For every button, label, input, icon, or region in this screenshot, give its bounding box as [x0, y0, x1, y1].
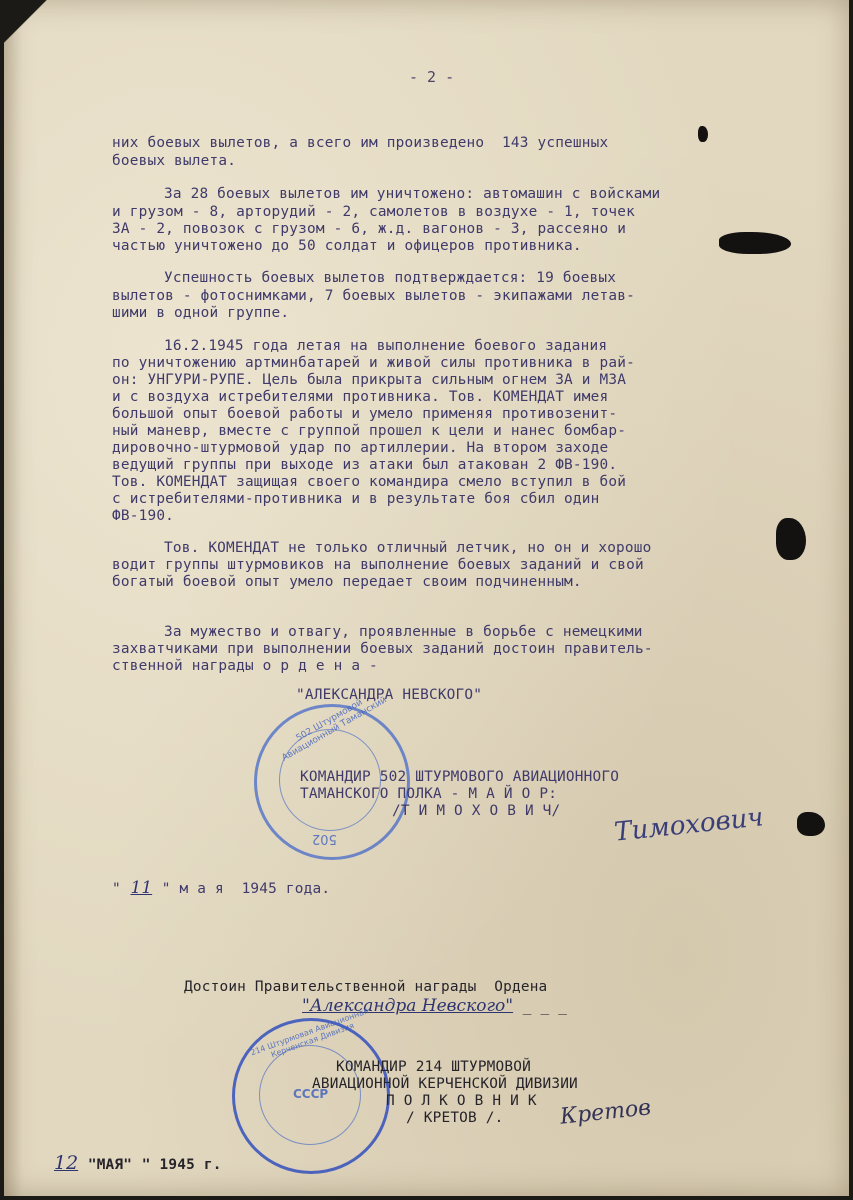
stamp-center-text: 502: [312, 831, 337, 846]
date1-quote: ": [112, 881, 121, 897]
body-line: он: УНГУРИ-РУПЕ. Цель была прикрыта сильным огнем ЗА и МЗА: [112, 372, 627, 388]
paper-damage: [776, 518, 806, 560]
stamp-ring-text: 214 Штурмовая Авиационная Керченская Дивизия: [249, 1006, 370, 1060]
body-line: по уничтожению артминбатарей и живой силы противника в рай-: [112, 355, 635, 371]
body-line: 16.2.1945 года летая на выполнение боевого задания: [164, 338, 608, 354]
body-line: них боевых вылетов, а всего им произведено 143 успешных: [112, 135, 609, 151]
paper-damage: [797, 812, 825, 836]
body-line: За мужество и отвагу, проявленные в борьбе с немецкими: [164, 624, 643, 640]
body-line: боевых вылета.: [112, 153, 237, 169]
commander1-signature: Тимохович: [612, 802, 765, 848]
stamp-ring-text: 502 Штурмовой Авиационный Таманский: [280, 695, 389, 764]
body-line: ЗА - 2, повозок с грузом - 6, ж.д. вагонов - 3, рассеяно и: [112, 221, 627, 237]
body-line: захватчиками при выполнении боевых заданий достоин правитель-: [112, 641, 653, 657]
date2-year: " 1945 г.: [141, 1157, 222, 1173]
date-line-1: [112, 878, 330, 898]
body-line: и грузом - 8, арторудий - 2, самолетов в воздухе - 1, точек: [112, 204, 635, 220]
body-line: ФВ-190.: [112, 508, 175, 524]
recommendation-award-suffix: _ _ _: [522, 999, 568, 1015]
commander2-title: КОМАНДИР 214 ШТУРМОВОЙ: [336, 1059, 532, 1075]
body-line: ведущий группы при выходе из атаки был атакован 2 ФВ-190.: [112, 457, 618, 473]
commander2-name: / КРЕТОВ /.: [406, 1110, 504, 1126]
body-line: Успешность боевых вылетов подтверждается: 19 боевых: [164, 270, 617, 286]
body-line: с истребителями-противника и в результате боя сбил один: [112, 491, 600, 507]
date2-month: "МАЯ": [87, 1157, 133, 1173]
award-name: "АЛЕКСАНДРА НЕВСКОГО": [296, 687, 483, 703]
body-line: дировочно-штурмовой удар по артиллерии. На втором заходе: [112, 440, 609, 456]
body-line: Тов. КОМЕНДАТ не только отличный летчик, но он и хорошо: [164, 540, 652, 556]
recommendation-award-line: [302, 996, 567, 1016]
date1-day: 11: [130, 878, 153, 898]
commander2-unit: АВИАЦИОННОЙ КЕРЧЕНСКОЙ ДИВИЗИИ: [312, 1076, 578, 1092]
commander2-rank: П О Л К О В Н И К: [386, 1093, 537, 1109]
body-line: ный маневр, вместе с группой прошел к цели и нанес бомбар-: [112, 423, 627, 439]
date-line-2: [54, 1152, 222, 1174]
body-line: большой опыт боевой работы и умело применяя противозенит-: [112, 406, 618, 422]
page-number: - 2 -: [409, 68, 455, 86]
body-line: водит группы штурмовиков на выполнение боевых заданий и свой: [112, 557, 644, 573]
stamp-emblem: СССР: [293, 1087, 329, 1101]
body-line: За 28 боевых вылетов им уничтожено: автомашин с войсками: [164, 186, 661, 202]
paper-damage: [719, 232, 791, 254]
date1-rest: " м а я 1945 года.: [161, 881, 331, 897]
date2-day: 12: [54, 1152, 79, 1174]
body-line: богатый боевой опыт умело передает своим подчиненным.: [112, 574, 582, 590]
body-line: ственной награды о р д е н а -: [112, 658, 378, 674]
commander1-name: /Т И М О Х О В И Ч/: [392, 803, 561, 819]
recommendation-line: Достоин Правительственной награды Ордена: [184, 979, 548, 995]
body-line: вылетов - фотоснимками, 7 боевых вылетов - экипажами летав-: [112, 288, 635, 304]
commander2-signature: Кретов: [558, 1095, 653, 1130]
torn-corner: [4, 0, 54, 90]
commander1-title: КОМАНДИР 502 ШТУРМОВОГО АВИАЦИОННОГО: [300, 769, 620, 785]
division-stamp: [232, 1006, 390, 1174]
body-line: шими в одной группе.: [112, 305, 290, 321]
commander1-rank: ТАМАНСКОГО ПОЛКА - М А Й О Р:: [300, 786, 558, 802]
document-page: [4, 0, 849, 1196]
recommendation-award-handwritten: "Александра Невского": [302, 996, 514, 1016]
body-line: частью уничтожено до 50 солдат и офицеров противника.: [112, 238, 582, 254]
paper-damage: [698, 126, 708, 142]
body-line: Тов. КОМЕНДАТ защищая своего командира смело вступил в бой: [112, 474, 627, 490]
body-line: и с воздуха истребителями противника. Тов. КОМЕНДАТ имея: [112, 389, 609, 405]
